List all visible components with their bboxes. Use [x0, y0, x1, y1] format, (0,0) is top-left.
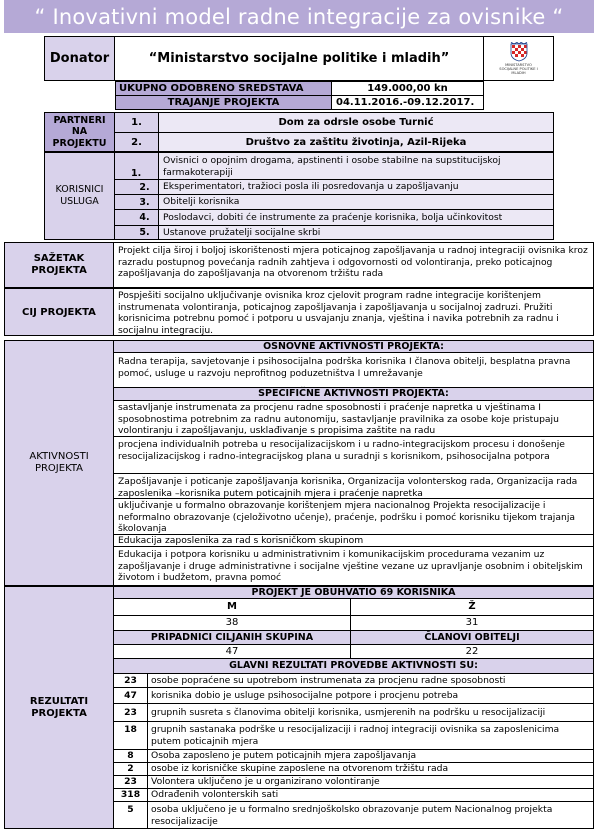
result-number: 5 — [113, 801, 148, 829]
summary-text: Projekt cilja široj i boljoj iskorištenosti mjera poticajnog zapošljavanja u radnoj integraciji ovisnika kroz razradu postupnog povećanja radnih zahtjeva i odgovornosti od volontiranja, preko poticajnog zapošljavanja do zapošljavanja na otvorenom tržištu rada — [113, 242, 594, 288]
user-group-text: Obitelji korisnika — [158, 194, 554, 210]
male-count: 38 — [113, 615, 351, 631]
goal-label: CIJ PROJEKTA — [4, 288, 114, 336]
approved-funds-label: UKUPNO ODOBRENO SREDSTAVA — [115, 81, 332, 96]
result-number: 2 — [113, 762, 148, 776]
user-number: 5. — [114, 225, 159, 240]
specific-activity: Zapošljavanje i poticanje zapošljavanja korisnika, Organizacija volonterskog rada, Organizacija rada zaposlenika –korisnika putem poticajnih mjera i praćenje napretka — [113, 473, 594, 499]
activities-label: AKTIVNOSTI PROJEKTA — [4, 340, 114, 586]
partner-number: 1. — [114, 112, 159, 133]
result-text: osoba uključeno je u formalno srednjoškolsko obrazovanje putem Nacionalnog projekta resocijalizacije — [147, 801, 594, 829]
specific-activity: sastavljanje instrumenata za procjenu radne sposobnosti i praćenje napretka u vještinama I sposobnostima potrebnim za radnu autonomiju, sastavljanje pravilnika za osobe koje pristupaju volontiranju i zapošljavanju, usklađivanje s propisima zaštite na radu — [113, 400, 594, 437]
family-members-count: 22 — [350, 644, 594, 659]
partner-number: 2. — [114, 132, 159, 152]
ministry-logo-text: MINISTARSTVO SOCIJALNE POLITIKE I MLADIH — [499, 63, 538, 75]
result-text: Osoba zaposleno je putem poticajnih mjera zapošljavanja — [147, 749, 594, 763]
user-group-text: Ustanove pružatelji socijalne skrbi — [158, 225, 554, 240]
specific-activity: Edukacija i potpora korisniku u administrativnim i komunikacijskim procedurama vezanim uz zapošljavanje i druge administrativne i socijalne vještine vezane uz upravljanje osobnim i obiteljskim životom i budžetom, pravna pomoć — [113, 546, 594, 586]
result-text: Odrađenih volonterskih sati — [147, 788, 594, 802]
result-number: 23 — [113, 775, 148, 789]
specific-activities-header: SPECIFIČNE AKTIVNOSTI PROJEKTA: — [113, 387, 594, 401]
goal-text: Pospješiti socijalno uključivanje ovisnika kroz cjelovit program radne integracije korištenjem instrumenata volontiranja, poticajnog zapošljavanja i zapošljavanja u socijalnoj zadruzi. Pružiti korisnicima potrebnu pomoć i potporu u usvajanju znanja, vještina i navika potrebnih za radnu i socijalnu integraciju. — [113, 288, 594, 336]
result-text: osobe popraćene su upotrebom instrumenata za procjenu radne sposobnosti — [147, 673, 594, 688]
ministry-logo — [483, 36, 554, 81]
result-number: 47 — [113, 687, 148, 704]
result-text: grupnih sastanaka podrške u resocijalizaciji i radnoj integraciji ovisnika sa zaposlenicima putem poticajnih mjera — [147, 721, 594, 750]
main-results-header: GLAVNI REZULTATI PROVEDBE AKTIVNOSTI SU: — [113, 658, 594, 674]
result-number: 23 — [113, 673, 148, 688]
covered-users-header: PROJEKT JE OBUHVATIO 69 KORISNIKA — [113, 586, 594, 599]
result-text: Volontera uključeno je u organizirano volontiranje — [147, 775, 594, 789]
project-duration-label: TRAJANJE PROJEKTA — [115, 95, 332, 110]
donator-label: Donator — [44, 36, 115, 81]
partners-label: PARTNERI NA PROJEKTU — [44, 112, 115, 152]
user-number: 2. — [114, 179, 159, 195]
result-number: 318 — [113, 788, 148, 802]
specific-activity: Edukacija zaposlenika za rad s korisničkom skupinom — [113, 534, 594, 547]
basic-activities-text: Radna terapija, savjetovanje i psihosocijalna podrška korisnika I članova obitelji, besplatna pravna pomoć, usluge u razvoju neprofitnog poduzetništva I umrežavanje — [113, 352, 594, 388]
specific-activity: procjena individualnih potreba u resocijalizacijskom i u radno-integracijskom procesu i donošenje resocijalizacijskog i radno-integracijskog plana u suradnji s korisnikom, psihosocijalna potpora — [113, 436, 594, 474]
female-label: Ž — [350, 598, 594, 616]
user-group-text: Ovisnici o opojnim drogama, apstinenti i osobe stabilne na supstitucijskoj farmakoterapiji — [158, 152, 554, 180]
male-label: M — [113, 598, 351, 616]
croatian-coat-of-arms-icon — [510, 42, 528, 62]
result-number: 18 — [113, 721, 148, 750]
target-group-count: 47 — [113, 644, 351, 659]
partner-name: Društvo za zaštitu životinja, Azil-Rijeka — [158, 132, 554, 152]
summary-label: SAŽETAK PROJEKTA — [4, 242, 114, 288]
project-duration-value: 04.11.2016.-09.12.2017. — [331, 95, 484, 110]
users-label: KORISNICI USLUGA — [44, 152, 115, 240]
specific-activity: uključivanje u formalno obrazovanje korištenjem mjera nacionalnog Projekta resocijalizacije i neformalno obrazovanje (cjeloživotno učenje), praćenje, podršku i pomoć korisniku tijekom trajanja školovanja — [113, 498, 594, 535]
female-count: 31 — [350, 615, 594, 631]
result-text: grupnih susreta s članovima obitelji korisnika, usmjerenih na podršku u resocijalizaciji — [147, 703, 594, 722]
result-text: osobe iz korisničke skupine zaposlene na otvorenom tržištu rada — [147, 762, 594, 776]
user-number: 1. — [114, 152, 159, 180]
family-members-label: ČLANOVI OBITELJI — [350, 630, 594, 645]
partner-name: Dom za odrsle osobe Turnić — [158, 112, 554, 133]
result-number: 8 — [113, 749, 148, 763]
user-number: 4. — [114, 209, 159, 226]
page-title: “ Inovativni model radne integracije za ovisnike “ — [34, 4, 564, 29]
title-band — [4, 0, 594, 33]
results-label: REZULTATI PROJEKTA — [4, 586, 114, 829]
result-number: 23 — [113, 703, 148, 722]
user-group-text: Poslodavci, dobiti će instrumente za praćenje korisnika, bolja učinkovitost — [158, 209, 554, 226]
user-number: 3. — [114, 194, 159, 210]
result-text: korisnika dobio je usluge psihosocijalne potpore i procjenu potreba — [147, 687, 594, 704]
donator-value: “Ministarstvo socijalne politike i mladih” — [114, 36, 484, 81]
approved-funds-value: 149.000,00 kn — [331, 81, 484, 96]
target-group-label: PRIPADNICI CILJANIH SKUPINA — [113, 630, 351, 645]
basic-activities-header: OSNOVNE AKTIVNOSTI PROJEKTA: — [113, 340, 594, 353]
user-group-text: Eksperimentatori, tražioci posla ili posredovanja u zapošljavanju — [158, 179, 554, 195]
